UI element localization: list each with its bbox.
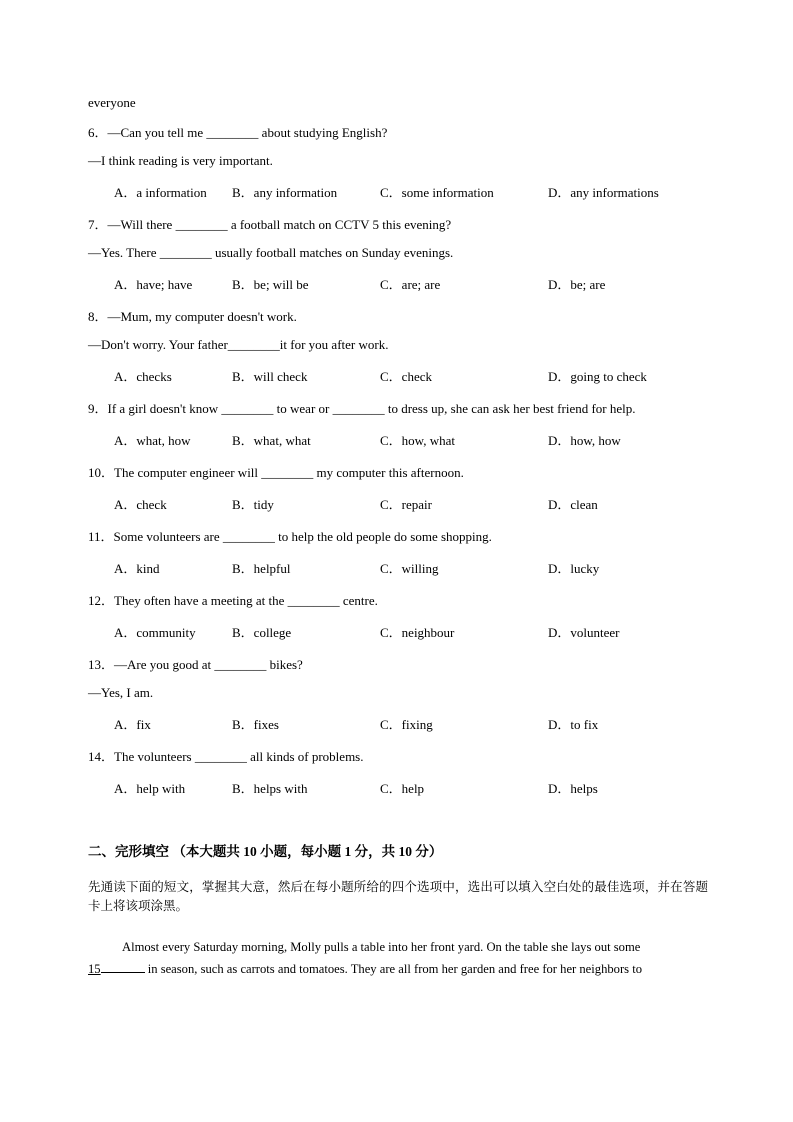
option-b[interactable]: B．what, what: [232, 433, 311, 448]
question-stem: 9．If a girl doesn't know ________ to wear or ________ to dress up, she can ask her best friend for help.: [88, 401, 636, 416]
option-b[interactable]: B．fixes: [232, 717, 279, 732]
option-c[interactable]: C．how, what: [380, 433, 455, 448]
option-d[interactable]: D．volunteer: [548, 625, 620, 640]
question-stem: 10．The computer engineer will ________ my computer this afternoon.: [88, 465, 464, 480]
option-d[interactable]: D．clean: [548, 497, 598, 512]
option-b[interactable]: B．helpful: [232, 561, 291, 576]
option-a[interactable]: A．community: [114, 625, 196, 640]
question-options: [88, 622, 708, 641]
passage-blank-number[interactable]: 15: [88, 962, 101, 977]
option-a[interactable]: A．help with: [114, 781, 186, 796]
option-c[interactable]: C．help: [380, 781, 425, 796]
option-a[interactable]: A．kind: [114, 561, 160, 576]
option-b[interactable]: B．helps with: [232, 781, 308, 796]
question-stem: 7．—Will there ________ a football match on CCTV 5 this evening?: [88, 217, 452, 232]
option-d[interactable]: D．to fix: [548, 717, 599, 732]
question-stem: 11．Some volunteers are ________ to help the old people do some shopping.: [88, 529, 492, 544]
option-a[interactable]: A．a information: [114, 185, 207, 200]
question-options: [88, 558, 708, 577]
passage-line-2: in season, such as carrots and tomatoes. They are all from her garden and free for her neighbors to: [147, 962, 642, 977]
option-c[interactable]: C．are; are: [380, 277, 441, 292]
option-d[interactable]: D．be; are: [548, 277, 606, 292]
question-stem-line2: —Yes. There ________ usually football matches on Sunday evenings.: [88, 245, 454, 260]
question-options: [88, 182, 708, 201]
option-c[interactable]: C．neighbour: [380, 625, 455, 640]
option-d[interactable]: D．lucky: [548, 561, 600, 576]
option-d[interactable]: D．any informations: [548, 185, 659, 200]
question-options: [88, 494, 708, 513]
question-options: [88, 430, 708, 449]
question-stem: 12．They often have a meeting at the ________ centre.: [88, 593, 378, 608]
question-stem-line2: —Don't worry. Your father________it for you after work.: [88, 337, 389, 352]
question-options: [88, 366, 708, 385]
page-content: [88, 96, 708, 980]
question-stem-line2: —I think reading is very important.: [88, 153, 273, 168]
option-d[interactable]: D．how, how: [548, 433, 621, 448]
question-stem: 6．—Can you tell me ________ about studying English?: [88, 125, 388, 140]
option-c[interactable]: C．repair: [380, 497, 432, 512]
option-b[interactable]: B．any information: [232, 185, 338, 200]
option-b[interactable]: B．be; will be: [232, 277, 309, 292]
question-options: [88, 274, 708, 293]
question-stem: 14．The volunteers ________ all kinds of problems.: [88, 749, 364, 764]
section-heading: 二、完形填空 （本大题共 10 小题，每小题 1 分，共 10 分）: [88, 844, 443, 859]
option-d[interactable]: D．going to check: [548, 369, 647, 384]
cloze-passage: [88, 936, 708, 980]
option-a[interactable]: A．have; have: [114, 277, 193, 292]
question-options: [88, 778, 708, 797]
option-c[interactable]: C．willing: [380, 561, 439, 576]
question-stem-line2: —Yes, I am.: [88, 685, 154, 700]
option-c[interactable]: C．check: [380, 369, 432, 384]
option-b[interactable]: B．college: [232, 625, 292, 640]
option-b[interactable]: B．will check: [232, 369, 308, 384]
passage-blank[interactable]: [101, 961, 145, 973]
option-b[interactable]: B．tidy: [232, 497, 274, 512]
option-a[interactable]: A．check: [114, 497, 167, 512]
option-c[interactable]: C．fixing: [380, 717, 433, 732]
question-stem: 8．—Mum, my computer doesn't work.: [88, 309, 297, 324]
option-a[interactable]: A．fix: [114, 717, 151, 732]
option-a[interactable]: A．what, how: [114, 433, 191, 448]
question-stem: 13．—Are you good at ________ bikes?: [88, 657, 303, 672]
section-instruction: 先通读下面的短文，掌握其大意，然后在每小题所给的四个选项中，选出可以填入空白处的最佳选项，并在答题卡上将该项涂黑。: [88, 879, 708, 913]
option-a[interactable]: A．checks: [114, 369, 172, 384]
option-d[interactable]: D．helps: [548, 781, 598, 796]
option-c[interactable]: C．some information: [380, 185, 494, 200]
passage-line-1: Almost every Saturday morning, Molly pulls a table into her front yard. On the table she lays out some: [122, 940, 641, 955]
question-options: [88, 714, 708, 733]
fragment-text: everyone: [88, 95, 136, 110]
